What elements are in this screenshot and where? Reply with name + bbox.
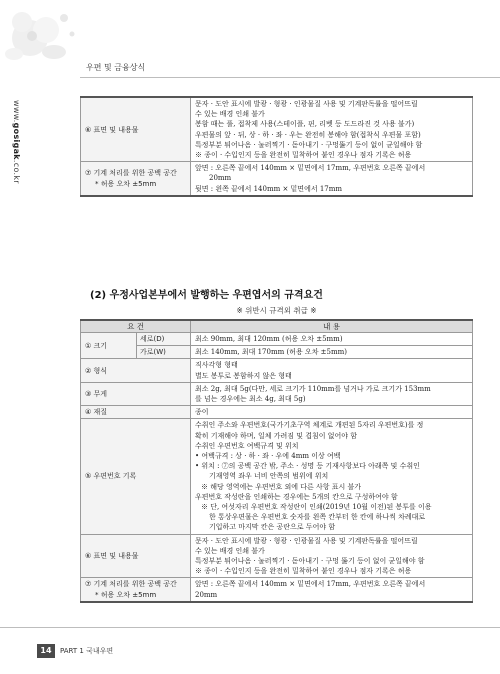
table-row [81,406,473,419]
footer-part-label: PART 1 국내우편 [60,647,114,655]
row-label: ④ 재질 [81,406,191,419]
row-content: 최소 90mm, 최대 120mm (허용 오차 ±5mm) [191,333,473,346]
table-row [81,382,473,405]
content-line: 기입하고 마지막 칸은 공란으로 두어야 함 [209,523,336,532]
sub-label: 세로(D) [137,333,191,346]
content-line: • 여백규격 : 상 · 하 · 좌 · 우에 4mm 이상 여백 [195,452,341,461]
header-rule [80,77,500,78]
table-row [81,97,473,162]
table-row [81,359,473,382]
row-label: ② 형식 [81,359,191,382]
page-header [0,0,500,78]
content-line: 한 통상우편물은 우편번호 숫자를 왼쪽 칸부터 한 칸에 하나씩 차례대로 [209,513,426,522]
row-content [191,419,473,534]
row-label: ③ 무게 [81,382,191,405]
table-row [81,333,473,346]
row-content: 앞면 : 오른쪽 끝에서 140mm × 밑면에서 17mm, 우편번호 오른쪽 끝에서 20mm 뒷면 : 왼쪽 끝에서 140mm × 밑면에서 17mm [191,162,473,196]
row-label: ⑥ 표면 및 내용물 [81,534,191,578]
previous-requirements-table [80,96,473,197]
flower-decoration-icon [2,4,82,76]
section-title: (2) 우정사업본부에서 발행하는 우편엽서의 규격요건 [90,290,323,301]
row-label: ⑦ 기계 처리를 위한 공백 공간 * 허용 오차 ±5mm [81,578,191,602]
row-content: 종이 [191,406,473,419]
table-row [81,419,473,534]
page-number: 14 [37,644,55,658]
row-label: ⑥ 표면 및 내용물 [81,97,191,162]
content-line: 우편번호 작성란을 인쇄하는 경우에는 5개의 칸으로 구성하여야 함 [195,492,398,501]
content-line: 확히 기재해야 하며, 일체 가려짐 및 겹침이 없어야 함 [195,431,358,440]
table-header-row [81,320,473,333]
section-caption: ※ 위반시 규격외 취급 ※ [236,306,317,315]
row-content: 최소 140mm, 최대 170mm (허용 오차 ±5mm) [191,346,473,359]
column-header-content: 내 용 [191,320,473,333]
row-content: 문자 · 도안 표시에 발광 · 형광 · 인광물질 사용 및 기계판독률을 떨어뜨릴 수 있는 배경 인쇄 불가 특정부분 튀어나옴 · 눌러찍기 · 돋아내기 · 구멍 뚫기 등이 없이 균일해야 함 ※ 종이 · 수입인지 등을 완전히 밀착하여 붙인 경우나 점자 기록은 허용 [191,534,473,578]
running-header-title: 우편 및 금융상식 [86,63,146,72]
content-line: ※ 해당 영역에는 우편번호 외에 다른 사항 표시 불가 [201,482,362,491]
row-content: 앞면 : 오른쪽 끝에서 140mm × 밑면에서 17mm, 우편번호 오른쪽 끝에서 20mm [191,578,473,602]
sub-label: 가로(W) [137,346,191,359]
table-row [81,162,473,196]
table-row [81,346,473,359]
row-content: 문자 · 도안 표시에 발광 · 형광 · 인광물질 사용 및 기계판독률을 떨어뜨릴 수 있는 배경 인쇄 불가 봉함 때는 풀, 접착제 사용(스테이플, 핀, 리벳 등 도드라진 것 사용 불가) 우편물의 앞 · 뒤, 상 · 하 · 좌 · 우는 완전히 봉해야 함(접착식 우편물 포함) 특정부분 튀어나옴 · 눌러찍기 · 돋아내기 · 구멍뚫기 등이 없이 균일해야 함 ※ 종이 · 수입인지 등을 완전히 밀착하여 붙인 경우나 점자 기록은 허용 [191,97,473,162]
footer-rule [0,627,500,628]
content-line: 수취인 우편번호 여백규격 및 위치 [195,441,299,450]
row-label: ① 크기 [81,333,137,359]
row-label: ⑤ 우편번호 기록 [81,419,191,534]
column-header-requirement: 요 건 [81,320,191,333]
row-content: 직사각형 형태 별도 봉투로 봉함하지 않은 형태 [191,359,473,382]
row-content: 최소 2g, 최대 5g(다만, 세로 크기가 110mm를 넘거나 가로 크기가 153mm 를 넘는 경우에는 최소 4g, 최대 5g) [191,382,473,405]
postcard-requirements-table [80,319,473,603]
table-row [81,578,473,602]
table-row [81,534,473,578]
content-line: • 위치 : ⑦의 공백 공간 밖, 주소 · 성명 등 기재사항보다 아래쪽 및 수취인 [195,462,420,471]
content-line: ※ 단, 여섯자리 우편번호 작성란이 인쇄(2019년 10월 이전)된 봉투를 이용 [201,503,432,512]
content-line: 기재영역 좌우 너비 안쪽의 범위에 위치 [209,472,329,481]
content-line: 수취인 주소와 우편번호(국가기초구역 체계로 개편된 5자리 우편번호)를 정 [195,421,424,430]
row-label: ⑦ 기계 처리를 위한 공백 공간 * 허용 오차 ±5mm [81,162,191,196]
side-url: www.gosigak.co.kr [12,100,21,184]
